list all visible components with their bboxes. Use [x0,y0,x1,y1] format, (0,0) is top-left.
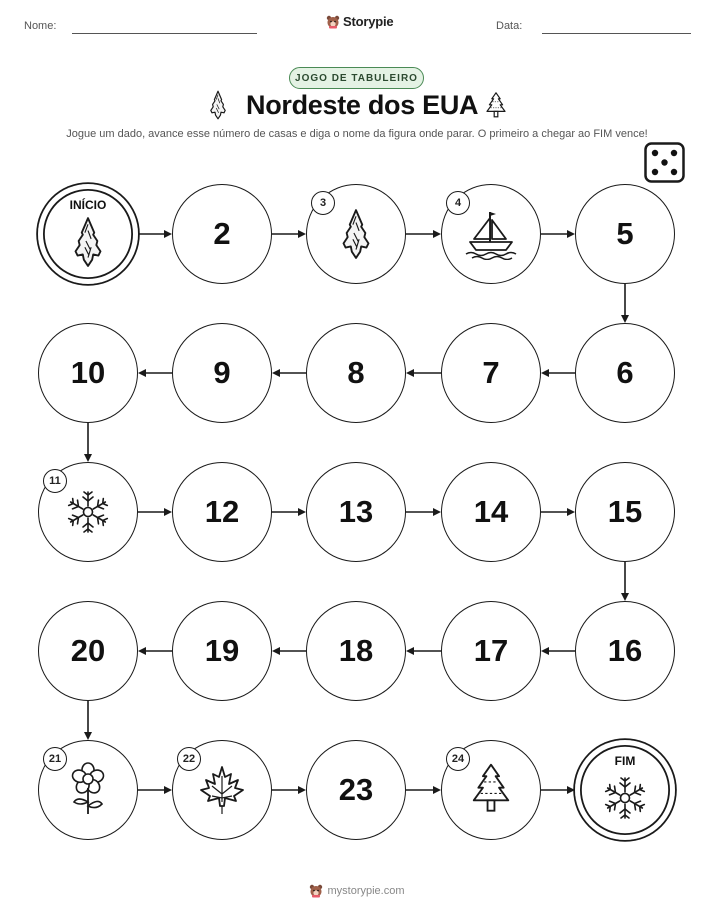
board-space [38,323,138,423]
path-arrowhead [138,369,146,377]
snowflake-icon [65,489,111,535]
board-space [306,184,406,284]
path-arrowhead [138,647,146,655]
space-number: 5 [616,216,634,251]
footer [0,884,714,898]
path-arrowhead [164,786,172,794]
sailboat-icon [462,208,520,260]
space-number: 6 [616,355,634,390]
space-number: 12 [204,494,240,529]
board-space [172,184,272,284]
space-number: 16 [607,633,643,668]
path-arrowhead [567,230,575,238]
path-arrowhead [164,508,172,516]
space-number-tag: 24 [446,747,470,771]
path-arrowhead [406,647,414,655]
space-number: 23 [338,772,374,807]
space-number: 19 [204,633,240,668]
path-arrowhead [621,593,629,601]
board-space [575,740,675,840]
date-label: Data: [496,20,523,32]
board-space [172,740,272,840]
path-arrowhead [567,786,575,794]
space-number-tag: 21 [43,747,67,771]
pine-tree-icon [468,761,514,819]
flower-icon [68,762,108,818]
bear-icon [309,884,323,898]
space-number: 18 [338,633,374,668]
board-space [306,323,406,423]
board-space [441,740,541,840]
arrowhead-icon [66,216,110,268]
board-space [172,601,272,701]
board-space [441,601,541,701]
space-number: 13 [338,494,374,529]
space-number: 9 [213,355,231,390]
space-number-tag: 3 [311,191,335,215]
space-label: FIM [614,754,636,768]
board-space [306,740,406,840]
space-number: 2 [213,216,231,251]
page-title: Nordeste dos EUA [246,90,479,120]
space-label: INÍCIO [69,198,107,212]
board-space [575,462,675,562]
space-number-tag: 22 [177,747,201,771]
space-number-tag: 4 [446,191,470,215]
path-arrowhead [298,508,306,516]
path-arrowhead [84,454,92,462]
path-arrowhead [84,732,92,740]
brand-name: Storypie [343,14,394,29]
path-arrowhead [567,508,575,516]
space-number: 7 [482,355,500,390]
arrowhead-icon [334,208,378,260]
board-space [306,462,406,562]
board-space [38,184,138,284]
board-space [306,601,406,701]
instructions: Jogue um dado, avance esse número de casas e diga o nome da figura onde parar. O primeiro a chegar ao FIM vence! [66,128,648,140]
board-space [38,601,138,701]
path-arrowhead [433,508,441,516]
footer-url[interactable]: mystorypie.com [327,885,405,897]
space-number: 14 [473,494,509,529]
path-arrowhead [541,647,549,655]
path-arrowhead [621,315,629,323]
board-space [575,601,675,701]
board-space [172,323,272,423]
snowflake-icon [602,775,648,821]
board-space [575,323,675,423]
path-arrowhead [298,786,306,794]
board-space [441,184,541,284]
space-number: 20 [70,633,106,668]
name-label: Nome: [24,20,57,32]
path-arrowhead [406,369,414,377]
board-space [38,740,138,840]
board-space [38,462,138,562]
board-space [172,462,272,562]
space-number: 17 [473,633,509,668]
board-space [575,184,675,284]
board-space [441,323,541,423]
path-arrowhead [433,230,441,238]
space-number: 15 [607,494,643,529]
category-badge: JOGO DE TABULEIRO [289,67,424,89]
path-arrowhead [272,647,280,655]
space-number: 10 [70,355,106,390]
path-arrowhead [433,786,441,794]
path-arrowhead [298,230,306,238]
maple-leaf-icon [198,764,246,816]
path-arrowhead [164,230,172,238]
path-arrowhead [272,369,280,377]
board-space [441,462,541,562]
space-number: 8 [347,355,365,390]
path-arrowhead [541,369,549,377]
space-number-tag: 11 [43,469,67,493]
